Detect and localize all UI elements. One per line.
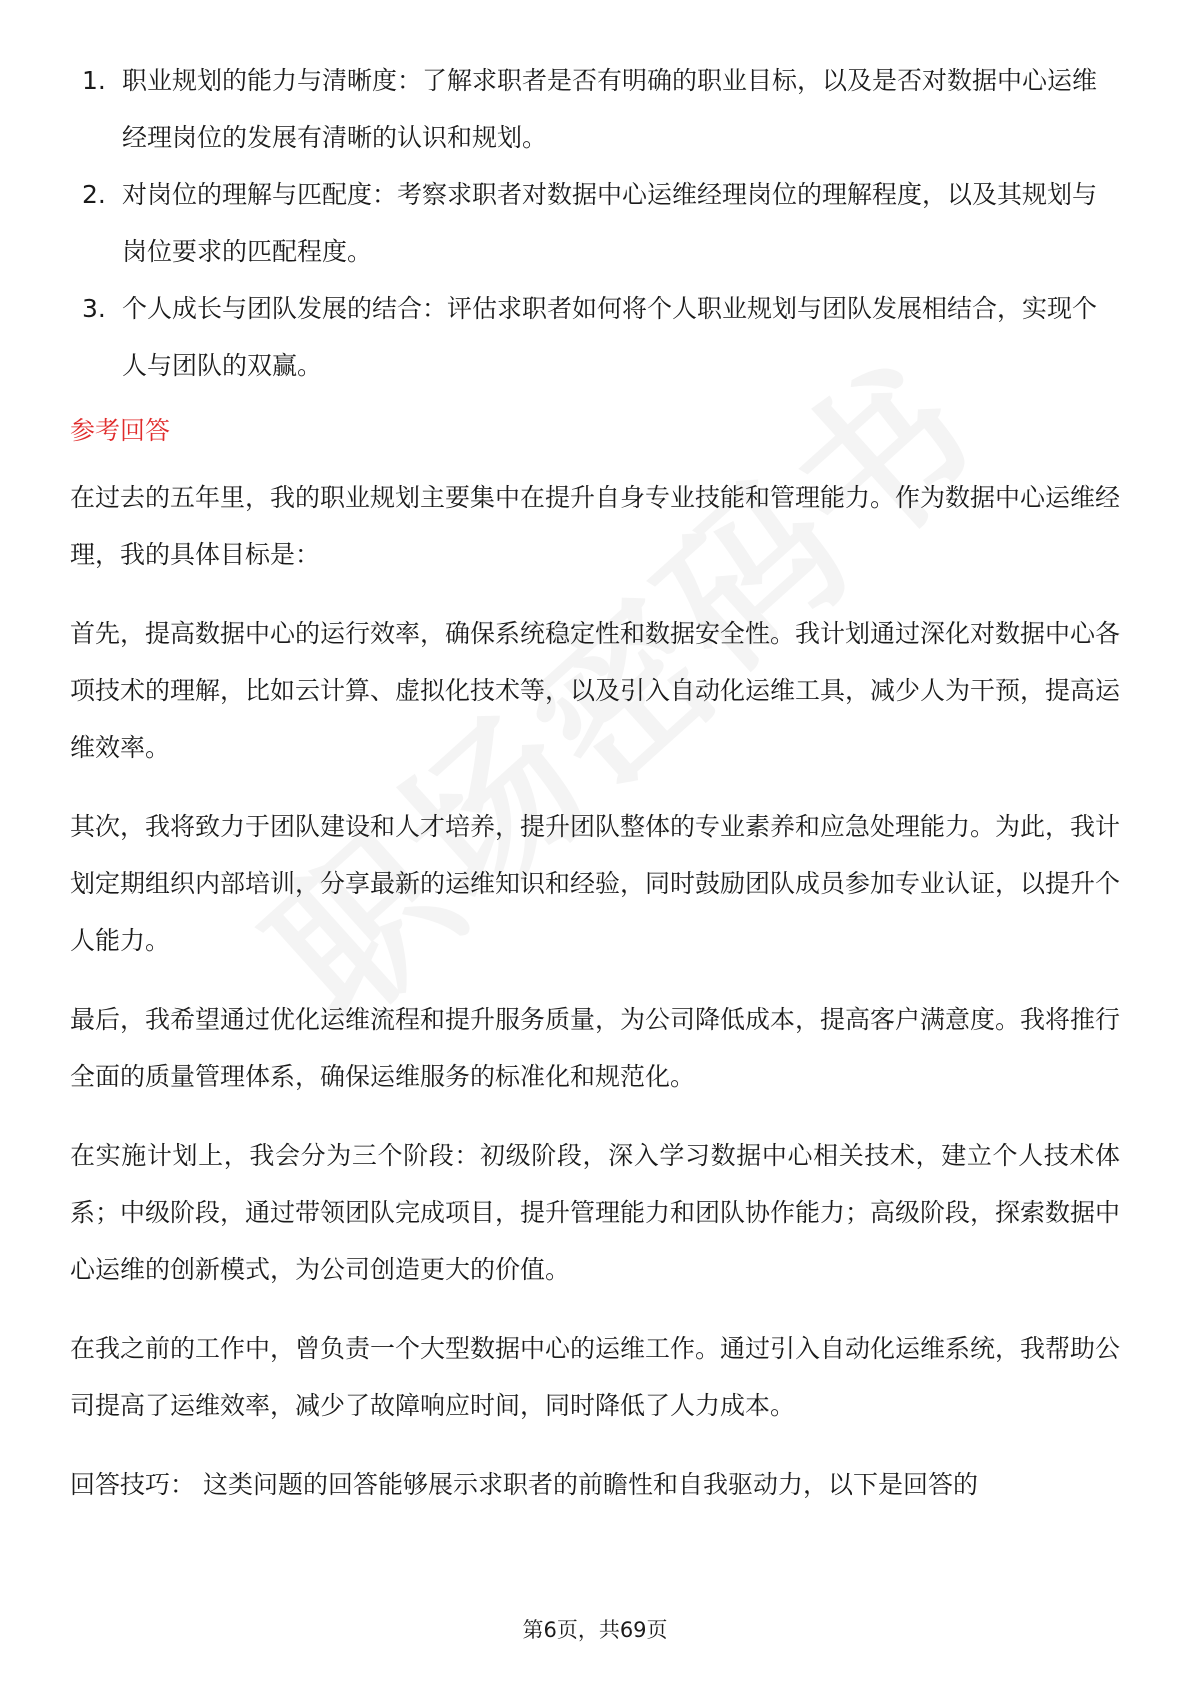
section-heading-reference-answer: 参考回答 [70,416,171,445]
list-item-number: 1. [82,66,106,95]
answer-paragraph: 最后，我希望通过优化运维流程和提升服务质量，为公司降低成本，提高客户满意度。我将推行全面的质量管理体系，确保运维服务的标准化和规范化。 [70,1005,1121,1091]
answer-paragraph: 首先，提高数据中心的运行效率，确保系统稳定性和数据安全性。我计划通过深化对数据中心各项技术的理解，比如云计算、虚拟化技术等，以及引入自动化运维工具，减少人为干预，提高运维效率。 [70,619,1121,762]
list-item [70,166,1120,280]
answer-paragraph: 在实施计划上，我会分为三个阶段：初级阶段，深入学习数据中心相关技术，建立个人技术体系；中级阶段，通过带领团队完成项目，提升管理能力和团队协作能力；高级阶段，探索数据中心运维的创新模式，为公司创造更大的价值。 [70,1141,1121,1284]
page-number-footer: 第6页，共69页 [522,1618,668,1642]
answer-paragraph: 在过去的五年里，我的职业规划主要集中在提升自身专业技能和管理能力。作为数据中心运维经理，我的具体目标是： [70,483,1121,569]
page-content [70,52,1120,1535]
list-item-text: 个人成长与团队发展的结合：评估求职者如何将个人职业规划与团队发展相结合，实现个人与团队的双赢。 [122,294,1098,380]
answer-paragraph: 其次，我将致力于团队建设和人才培养，提升团队整体的专业素养和应急处理能力。为此，我计划定期组织内部培训，分享最新的运维知识和经验，同时鼓励团队成员参加专业认证，以提升个人能力。 [70,812,1121,955]
list-item-text: 职业规划的能力与清晰度：了解求职者是否有明确的职业目标，以及是否对数据中心运维经理岗位的发展有清晰的认识和规划。 [122,66,1098,152]
list-item-number: 3. [82,294,106,323]
answer-paragraph: 在我之前的工作中，曾负责一个大型数据中心的运维工作。通过引入自动化运维系统，我帮助公司提高了运维效率，减少了故障响应时间，同时降低了人力成本。 [70,1334,1121,1420]
answer-tip-paragraph: 回答技巧： 这类问题的回答能够展示求职者的前瞻性和自我驱动力，以下是回答的 [70,1470,978,1499]
list-item [70,280,1120,394]
list-item-text: 对岗位的理解与匹配度：考察求职者对数据中心运维经理岗位的理解程度，以及其规划与岗位要求的匹配程度。 [122,180,1098,266]
evaluation-criteria-list [70,52,1120,394]
list-item [70,52,1120,166]
list-item-number: 2. [82,180,106,209]
